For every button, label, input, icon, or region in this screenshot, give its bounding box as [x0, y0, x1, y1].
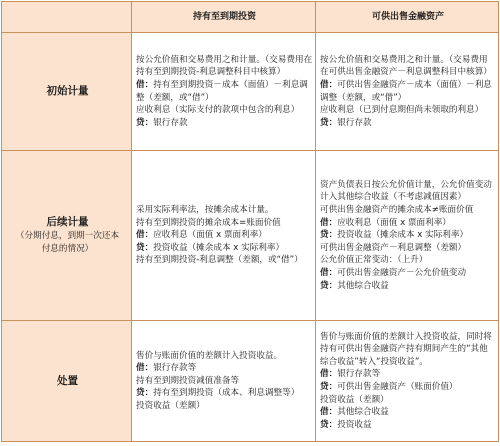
cell-line [320, 79, 496, 104]
available-for-sale-subsequent-measurement-cell [316, 151, 499, 321]
entry-text: 按公允价值和交易费用之和计量。（交易费用在持有至到期投资-利息调整科目中核算） [136, 54, 313, 78]
cell-line [136, 375, 313, 388]
entry-text: 持有至到期投资减值准备等 [136, 375, 240, 386]
cell-line [320, 242, 496, 255]
cell-line [320, 381, 496, 394]
entry-text: 可供出售金融资产（账面价值） [337, 382, 458, 392]
cell-line [320, 280, 496, 293]
entry-text: 银行存款 [337, 117, 372, 128]
row-title: 处置 [57, 374, 78, 387]
entry-text: 按公允价值和交易费用之和计量。（交易费用在可供出售金融资产－利息调整科目中核算） [320, 54, 492, 78]
entry-text: 投资收益（差额） [136, 400, 205, 411]
table-header-row [2, 2, 499, 33]
cell-line [136, 104, 313, 117]
entry-text: 资产负债表日按公允价值计量，公允价值变动计入其他综合收益（不考虑减值因素） [320, 179, 492, 203]
cell-line [136, 217, 313, 230]
table-row-initial-measurement [2, 33, 499, 151]
cell-line [320, 267, 496, 280]
cell-line [320, 179, 496, 204]
entry-label: 借： [136, 363, 154, 374]
entry-label: 借： [320, 369, 338, 380]
cell-line [136, 54, 313, 79]
held-to-maturity-subsequent-measurement-cell [132, 151, 316, 321]
cell-line [136, 229, 313, 242]
row-note: （分期付息，到期一次还本付息的情况） [15, 231, 120, 254]
entry-text: 投资收益（摊余成本 x 实际利率） [153, 242, 285, 253]
cell-line [320, 331, 496, 369]
cell-line [136, 387, 313, 400]
entry-text: 其他综合收益 [337, 280, 389, 291]
entry-text: 应收利息（实际支付的款项中包含的利息） [136, 105, 300, 116]
cell-line [320, 254, 496, 267]
entry-text: 售价与账面价值的差额计入投资收益，同时将持有可供出售金融资产持有期间产生的“其他综合收益”转入“投资收益”。 [320, 331, 492, 367]
entry-text: 持有至到期投资-利息调整（差额，或“借”） [136, 255, 303, 266]
entry-text: 银行存款等 [153, 363, 197, 374]
entry-text: 银行存款等 [337, 369, 381, 380]
entry-text: 投资收益 [337, 419, 372, 430]
cell-line [320, 394, 496, 407]
entry-label: 贷： [136, 388, 154, 399]
cell-line [320, 229, 496, 242]
cell-line [320, 419, 496, 432]
entry-text: 采用实际利率法，按摊余成本计量。 [136, 205, 274, 216]
entry-label: 借： [320, 407, 338, 418]
entry-text: 可供出售金融资产的摊余成本≠账面价值 [320, 205, 474, 216]
entry-text: 投资收益（差额） [320, 394, 389, 405]
entry-text: 应收利息（面值 x 票面利率） [337, 217, 451, 228]
cell-line [136, 400, 313, 413]
entry-label: 贷： [320, 117, 338, 128]
available-for-sale-initial-measurement-cell [316, 33, 499, 151]
entry-label: 贷： [136, 117, 154, 128]
cell-line [136, 242, 313, 255]
entry-text: 售价与账面价值的差额计入投资收益。 [136, 350, 283, 361]
cell-line [136, 204, 313, 217]
entry-label: 贷： [320, 230, 338, 241]
entry-text: 持有至到期投资的摊余成本=账面价值 [136, 217, 281, 228]
cell-line [136, 362, 313, 375]
entry-text: 可供出售金融资产－成本（面值）－利息调整（差额，或“借”） [320, 79, 492, 103]
entry-label: 贷： [320, 419, 338, 430]
entry-label: 贷： [320, 280, 338, 291]
cell-line [320, 204, 496, 217]
cell-line [136, 350, 313, 363]
available-for-sale-disposal-cell [316, 321, 499, 442]
entry-text: 应收利息（面值 x 票面利率） [153, 230, 267, 241]
entry-label: 借： [136, 79, 154, 90]
entry-text: 可供出售金融资产－利息调整（差额） [320, 242, 467, 253]
entry-text: 其他综合收益 [337, 407, 389, 418]
header-corner [2, 2, 132, 33]
entry-label: 借： [136, 230, 154, 241]
entry-label: 贷： [320, 382, 338, 392]
row-header-subsequent-measurement [2, 151, 132, 321]
row-header-initial-measurement [2, 33, 132, 151]
entry-text: 应收利息（已到付息期但尚未领取的利息） [320, 105, 484, 116]
comparison-table [1, 1, 499, 442]
row-header-disposal [2, 321, 132, 442]
cell-line [320, 217, 496, 230]
entry-label: 借： [320, 267, 338, 278]
cell-line [320, 368, 496, 381]
held-to-maturity-initial-measurement-cell [132, 33, 316, 151]
cell-line [320, 54, 496, 79]
cell-line [320, 117, 496, 130]
entry-label: 借： [320, 217, 338, 228]
cell-line [320, 406, 496, 419]
cell-line [136, 117, 313, 130]
row-title: 后续计量 [46, 215, 89, 228]
header-held-to-maturity: 持有至到期投资 [132, 2, 316, 33]
table-row-subsequent-measurement [2, 151, 499, 321]
row-title: 初始计量 [46, 85, 89, 98]
table-row-disposal [2, 321, 499, 442]
entry-text: 公允价值正常变动：（上升） [320, 255, 428, 266]
entry-label: 借： [320, 79, 338, 90]
entry-text: 可供出售金融资产－公允价值变动 [337, 267, 467, 278]
entry-text: 持有至到期投资（成本、利息调整等） [153, 388, 300, 399]
entry-label: 贷： [136, 242, 154, 253]
header-available-for-sale: 可供出售金融资产 [316, 2, 499, 33]
entry-text: 银行存款 [153, 117, 188, 128]
cell-line [136, 79, 313, 104]
held-to-maturity-disposal-cell [132, 321, 316, 442]
entry-text: 投资收益（摊余成本 x 实际利率） [337, 230, 469, 241]
entry-text: 持有至到期投资－成本（面值）－利息调整（差额，或“借”） [136, 79, 308, 103]
cell-line [320, 104, 496, 117]
cell-line [136, 254, 313, 267]
